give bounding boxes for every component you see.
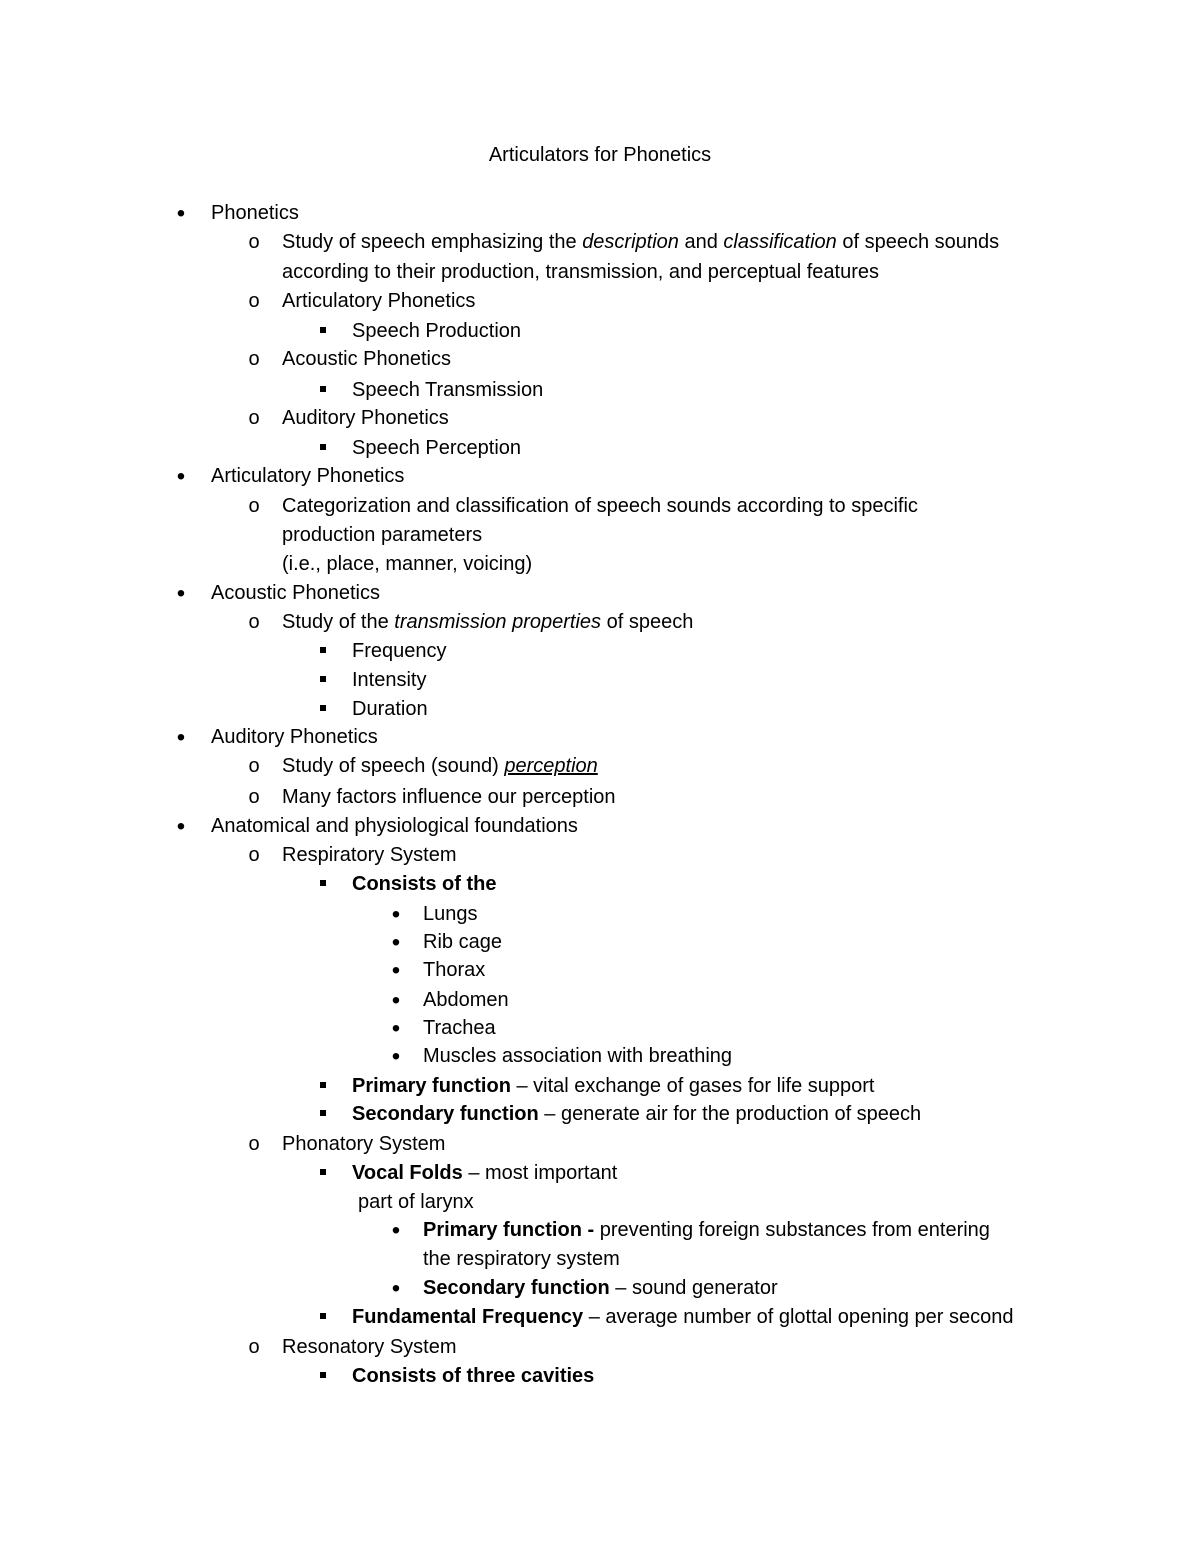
list-item: Primary function - preventing foreign substances from entering xyxy=(423,1219,990,1241)
bullet-circle xyxy=(244,492,264,521)
bullet-square xyxy=(313,376,333,405)
list-item: Fundamental Frequency – average number of glottal opening per second xyxy=(352,1306,1014,1328)
bullet-square xyxy=(313,870,333,899)
bullet-circle xyxy=(244,608,264,637)
list-item: Consists of the xyxy=(352,873,497,895)
bullet-circle xyxy=(244,783,264,812)
bullet-square xyxy=(313,637,333,666)
list-item: Phonetics xyxy=(211,202,299,224)
bullet-disc xyxy=(386,1274,406,1305)
list-item: Study of speech emphasizing the description and classification of speech sounds xyxy=(282,231,1000,253)
list-item: Vocal Folds – most important xyxy=(352,1162,618,1184)
bullet-disc xyxy=(386,986,406,1017)
list-item: Articulatory Phonetics xyxy=(211,465,405,487)
bullet-square xyxy=(313,1159,333,1188)
list-item: Frequency xyxy=(352,640,447,662)
list-item-continuation: part of larynx xyxy=(358,1191,474,1213)
list-item: Speech Perception xyxy=(352,437,522,459)
bullet-disc xyxy=(386,1216,406,1247)
list-item: Duration xyxy=(352,698,428,720)
list-item: Auditory Phonetics xyxy=(211,726,378,748)
list-item: Resonatory System xyxy=(282,1336,457,1358)
list-item: Acoustic Phonetics xyxy=(282,348,451,370)
bullet-square xyxy=(313,695,333,724)
bullet-disc xyxy=(386,1014,406,1045)
bullet-circle xyxy=(244,1333,264,1362)
list-item: Study of speech (sound) perception xyxy=(282,755,598,777)
list-item: Anatomical and physiological foundations xyxy=(211,815,578,837)
list-item: Secondary function – sound generator xyxy=(423,1277,778,1299)
list-item: Auditory Phonetics xyxy=(282,407,449,429)
bullet-circle xyxy=(244,228,264,257)
list-item: Many factors influence our perception xyxy=(282,786,616,808)
list-item: Abdomen xyxy=(423,989,509,1011)
bullet-disc xyxy=(386,928,406,959)
list-item: Secondary function – generate air for the production of speech xyxy=(352,1103,922,1125)
list-item-continuation: the respiratory system xyxy=(423,1248,620,1270)
bullet-square xyxy=(313,1362,333,1391)
bullet-circle xyxy=(244,345,264,374)
bullet-disc xyxy=(171,723,191,754)
page-title: Articulators for Phonetics xyxy=(488,144,712,166)
list-item: Muscles association with breathing xyxy=(423,1045,733,1067)
list-item: Articulatory Phonetics xyxy=(282,290,476,312)
bullet-disc xyxy=(171,199,191,230)
list-item: Categorization and classification of speech sounds according to specific xyxy=(282,495,918,517)
list-item: Speech Transmission xyxy=(352,379,544,401)
bullet-circle xyxy=(244,404,264,433)
list-item-continuation: (i.e., place, manner, voicing) xyxy=(282,553,533,575)
bullet-disc xyxy=(386,900,406,931)
bullet-disc xyxy=(386,1042,406,1073)
bullet-square xyxy=(313,666,333,695)
list-item: Acoustic Phonetics xyxy=(211,582,380,604)
bullet-square xyxy=(313,1303,333,1332)
list-item: Trachea xyxy=(423,1017,496,1039)
list-item: Consists of three cavities xyxy=(352,1365,595,1387)
bullet-disc xyxy=(171,812,191,843)
bullet-square xyxy=(313,434,333,463)
bullet-circle xyxy=(244,841,264,870)
bullet-circle xyxy=(244,1130,264,1159)
bullet-square xyxy=(313,317,333,346)
list-item: Thorax xyxy=(423,959,486,981)
bullet-circle xyxy=(244,287,264,316)
list-item: Respiratory System xyxy=(282,844,457,866)
list-item: Intensity xyxy=(352,669,427,691)
list-item: Study of the transmission properties of speech xyxy=(282,611,694,633)
list-item: Primary function – vital exchange of gases for life support xyxy=(352,1075,875,1097)
list-item: Rib cage xyxy=(423,931,502,953)
list-item: Lungs xyxy=(423,903,478,925)
bullet-disc xyxy=(171,462,191,493)
bullet-circle xyxy=(244,752,264,781)
bullet-disc xyxy=(171,579,191,610)
list-item-continuation: according to their production, transmission, and perceptual features xyxy=(282,261,880,283)
bullet-disc xyxy=(386,956,406,987)
bullet-square xyxy=(313,1072,333,1101)
list-item-continuation: production parameters xyxy=(282,524,483,546)
bullet-square xyxy=(313,1100,333,1129)
list-item: Phonatory System xyxy=(282,1133,446,1155)
list-item: Speech Production xyxy=(352,320,522,342)
